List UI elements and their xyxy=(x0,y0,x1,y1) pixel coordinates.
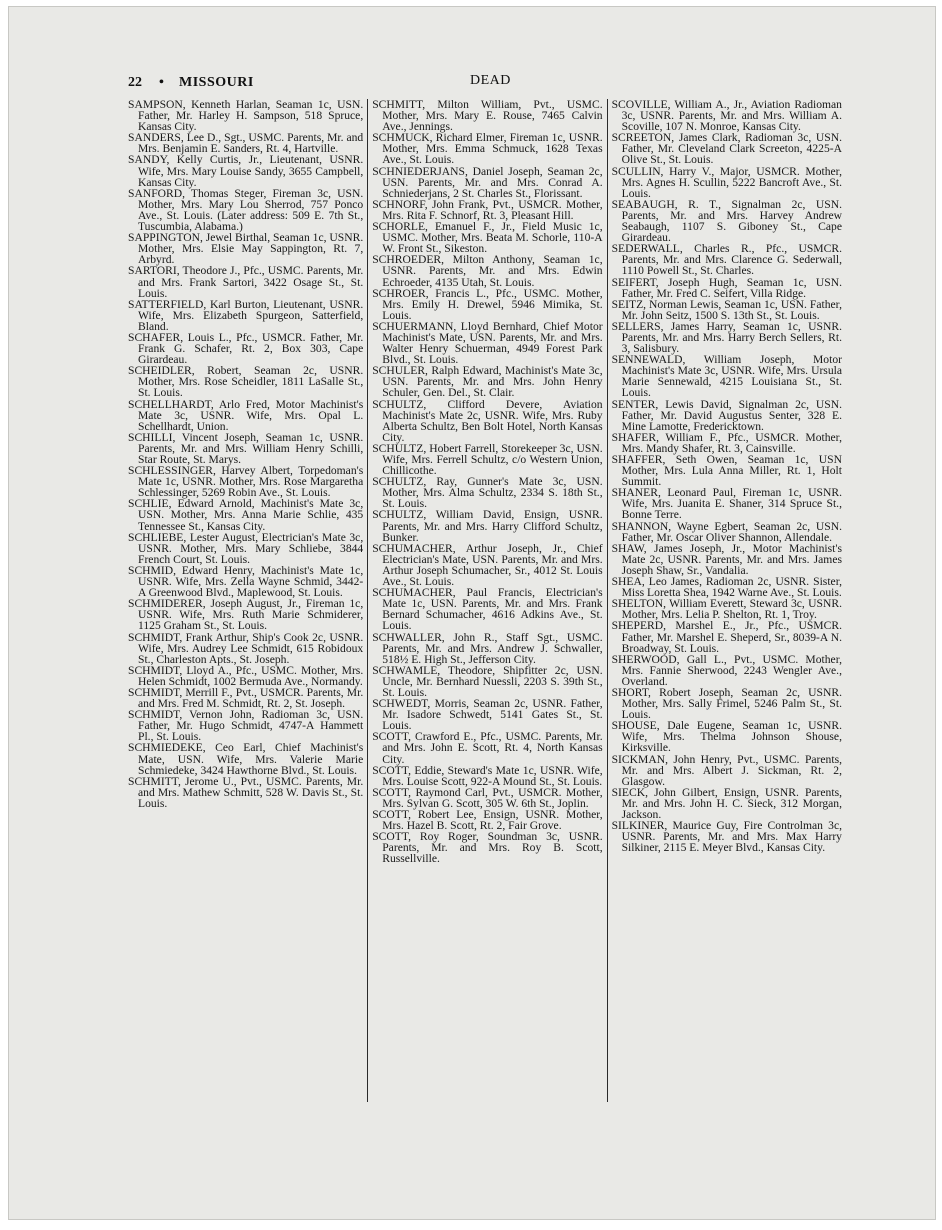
casualty-entry: SCHWEDT, Morris, Seaman 2c, USNR. Father, Mr. Isadore Schwedt, 5141 Gates St., St. Louis. xyxy=(372,697,603,733)
casualty-entry: SCHUERMANN, Lloyd Bernhard, Chief Motor Machinist's Mate, USN. Parents, Mr. and Mrs. Walter Henry Schuerman, 4949 Forest Park Blvd., St. Louis. xyxy=(372,319,603,367)
casualty-entry: SCOTT, Crawford E., Pfc., USMC. Parents, Mr. and Mrs. John E. Scott, Rt. 4, North Kansas City. xyxy=(372,730,603,766)
document-page xyxy=(122,67,847,1107)
casualty-entry: SCHWALLER, John R., Staff Sgt., USMC. Parents, Mr. and Mrs. Andrew J. Schwaller, 518½ E. High St., Jefferson City. xyxy=(372,630,603,666)
entry-columns xyxy=(128,99,846,1102)
casualty-entry: SCHROEDER, Milton Anthony, Seaman 1c, USNR. Parents, Mr. and Mrs. Edwin Echroeder, 4135 Utah, St. Louis. xyxy=(372,253,603,289)
casualty-entry: SCHMIDT, Frank Arthur, Ship's Cook 2c, USNR. Wife, Mrs. Audrey Lee Schmidt, 615 Robidoux St., Charleston Apts., St. Joseph. xyxy=(128,630,364,666)
casualty-entry: SCHULTZ, Ray, Gunner's Mate 3c, USN. Mother, Mrs. Alma Schultz, 2334 S. 18th St., St. Louis. xyxy=(372,475,603,511)
section-heading: DEAD xyxy=(470,73,511,88)
state-heading: MISSOURI xyxy=(179,75,254,90)
casualty-entry: SCHMIDT, Merrill F., Pvt., USMCR. Parents, Mr. and Mrs. Fred M. Schmidt, Rt. 2, St. Joseph. xyxy=(128,685,364,711)
casualty-entry: SANFORD, Thomas Steger, Fireman 3c, USN. Mother, Mrs. Mary Lou Sherrod, 757 Ponco Ave., St. Louis. (Later address: 509 E. 7th St., Tuscumbia, Alabama.) xyxy=(128,186,364,234)
page-header xyxy=(122,67,847,91)
casualty-entry: SHAFER, William F., Pfc., USMCR. Mother, Mrs. Mandy Shafer, Rt. 3, Cainsville. xyxy=(611,430,842,455)
casualty-entry: SHELTON, William Everett, Steward 3c, USNR. Mother, Mrs. Lelia P. Shelton, Rt. 1, Troy. xyxy=(611,597,842,622)
casualty-entry: SARTORI, Theodore J., Pfc., USMC. Parents, Mr. and Mrs. Frank Sartori, 3422 Osage St., St. Louis. xyxy=(128,264,364,300)
casualty-entry: SEABAUGH, R. T., Signalman 2c, USN. Parents, Mr. and Mrs. Harvey Andrew Seabaugh, 1107 S. Giboney St., Cape Girardeau. xyxy=(611,197,842,245)
header-bullet: • xyxy=(159,75,164,90)
casualty-entry: SCOVILLE, William A., Jr., Aviation Radioman 3c, USNR. Parents, Mr. and Mrs. William A. Scoville, 107 N. Monroe, Kansas City. xyxy=(611,99,842,134)
casualty-entry: SCHULTZ, Hobert Farrell, Storekeeper 3c, USN. Wife, Mrs. Ferrell Schultz, c/o Western Union, Chillicothe. xyxy=(372,441,603,478)
column-3 xyxy=(607,99,846,1102)
casualty-entry: SCOTT, Roy Roger, Soundman 3c, USNR. Parents, Mr. and Mrs. Roy B. Scott, Russellville. xyxy=(372,830,603,866)
column-2 xyxy=(367,99,606,1102)
casualty-entry: SCHMIDERER, Joseph August, Jr., Fireman 1c, USNR. Wife, Mrs. Ruth Marie Schmiderer, 1125 Graham St., St. Louis. xyxy=(128,597,364,633)
casualty-entry: SHAW, James Joseph, Jr., Motor Machinist's Mate 2c, USNR. Parents, Mr. and Mrs. James Joseph Shaw, Sr., Vandalia. xyxy=(611,541,842,577)
casualty-entry: SCHUMACHER, Paul Francis, Electrician's Mate 1c, USN. Parents, Mr. and Mrs. Frank Bernard Schumacher, 4616 Adkins Ave., St. Louis. xyxy=(372,586,603,633)
casualty-entry: SCHWAMLE, Theodore, Shipfitter 2c, USN. Uncle, Mr. Bernhard Nuessli, 2203 S. 39th St., St. Louis. xyxy=(372,663,603,699)
casualty-entry: SCOTT, Raymond Carl, Pvt., USMCR. Mother, Mrs. Sylvan G. Scott, 305 W. 6th St., Joplin. xyxy=(372,785,603,810)
column-1 xyxy=(128,99,367,1102)
casualty-entry: SICKMAN, John Henry, Pvt., USMC. Parents, Mr. and Mrs. Albert J. Sickman, Rt. 2, Glasgow. xyxy=(611,752,842,788)
casualty-entry: SCHUMACHER, Arthur Joseph, Jr., Chief Electrician's Mate, USN. Parents, Mr. and Mrs. Arthur Joseph Schumacher, Sr., 4012 St. Louis Ave., St. Louis. xyxy=(372,541,603,589)
casualty-entry: SHOUSE, Dale Eugene, Seaman 1c, USNR. Wife, Mrs. Thelma Johnson Shouse, Kirksville. xyxy=(611,719,842,755)
casualty-entry: SCHMITT, Milton William, Pvt., USMC. Mother, Mrs. Mary E. Rouse, 7465 Calvin Ave., Jennings. xyxy=(372,99,603,134)
casualty-entry: SHEA, Leo James, Radioman 2c, USNR. Sister, Miss Loretta Shea, 1942 Warne Ave., St. Louis. xyxy=(611,575,842,600)
casualty-entry: SCULLIN, Harry V., Major, USMCR. Mother, Mrs. Agnes H. Scullin, 5222 Bancroft Ave., St. Louis. xyxy=(611,164,842,200)
casualty-entry: SCHROER, Francis L., Pfc., USMC. Mother, Mrs. Emily H. Drewel, 5946 Mimika, St. Louis. xyxy=(372,286,603,322)
casualty-entry: SCHMID, Edward Henry, Machinist's Mate 1c, USNR. Wife, Mrs. Zella Wayne Schmid, 3442-A Greenwood Blvd., Maplewood, St. Louis. xyxy=(128,563,364,600)
casualty-entry: SCHLIE, Edward Arnold, Machinist's Mate 3c, USN. Mother, Mrs. Anna Marie Schlie, 435 Tennessee St., Kansas City. xyxy=(128,497,364,533)
casualty-entry: SANDERS, Lee D., Sgt., USMC. Parents, Mr. and Mrs. Benjamin E. Sanders, Rt. 4, Hartville. xyxy=(128,131,364,156)
casualty-entry: SIECK, John Gilbert, Ensign, USNR. Parents, Mr. and Mrs. John H. C. Sieck, 312 Morgan, Jackson. xyxy=(611,785,842,821)
casualty-entry: SCHMIDT, Vernon John, Radioman 3c, USN. Father, Mr. Hugo Schmidt, 4747-A Hammett Pl., St. Louis. xyxy=(128,708,364,744)
casualty-entry: SAPPINGTON, Jewel Birthal, Seaman 1c, USNR. Mother, Mrs. Elsie May Sappington, Rt. 7, Arbyrd. xyxy=(128,231,364,267)
casualty-entry: SEIFERT, Joseph Hugh, Seaman 1c, USN. Father, Mr. Fred C. Seifert, Villa Ridge. xyxy=(611,275,842,300)
casualty-entry: SEITZ, Norman Lewis, Seaman 1c, USN. Father, Mr. John Seitz, 1500 S. 13th St., St. Louis. xyxy=(611,297,842,322)
casualty-entry: SCHMIEDEKE, Ceo Earl, Chief Machinist's Mate, USN. Wife, Mrs. Valerie Marie Schmiedeke, 3424 Hawthorne Blvd., St. Louis. xyxy=(128,741,364,777)
casualty-entry: SCHULTZ, William David, Ensign, USNR. Parents, Mr. and Mrs. Harry Clifford Schultz, Bunker. xyxy=(372,508,603,544)
casualty-entry: SCHMITT, Jerome U., Pvt., USMC. Parents, Mr. and Mrs. Mathew Schmitt, 528 W. Davis St., St. Louis. xyxy=(128,774,364,810)
casualty-entry: SANDY, Kelly Curtis, Jr., Lieutenant, USNR. Wife, Mrs. Mary Louise Sandy, 3655 Campbell, Kansas City. xyxy=(128,153,364,189)
casualty-entry: SCHLIEBE, Lester August, Electrician's Mate 3c, USNR. Mother, Mrs. Mary Schliebe, 3844 French Court, St. Louis. xyxy=(128,530,364,566)
casualty-entry: SCHLESSINGER, Harvey Albert, Torpedoman's Mate 1c, USNR. Mother, Mrs. Rose Margaretha Schlessinger, 5269 Robin Ave., St. Louis. xyxy=(128,464,364,500)
casualty-entry: SCHEIDLER, Robert, Seaman 2c, USNR. Mother, Mrs. Rose Scheidler, 1811 LaSalle St., St. Louis. xyxy=(128,364,364,400)
casualty-entry: SATTERFIELD, Karl Burton, Lieutenant, USNR. Wife, Mrs. Elizabeth Spurgeon, Satterfield, Bland. xyxy=(128,297,364,333)
page-number: 22 xyxy=(128,75,142,90)
casualty-entry: SEDERWALL, Charles R., Pfc., USMCR. Parents, Mr. and Mrs. Clarence G. Sederwall, 1110 Powell St., St. Charles. xyxy=(611,242,842,278)
casualty-entry: SHANNON, Wayne Egbert, Seaman 2c, USN. Father, Mr. Oscar Oliver Shannon, Allendale. xyxy=(611,519,842,544)
casualty-entry: SHANER, Leonard Paul, Fireman 1c, USNR. Wife, Mrs. Juanita E. Shaner, 314 Spruce St., Bonne Terre. xyxy=(611,486,842,522)
casualty-entry: SCHNORF, John Frank, Pvt., USMCR. Mother, Mrs. Rita F. Schnorf, Rt. 3, Pleasant Hill. xyxy=(372,197,603,222)
casualty-entry: SHEPERD, Marshel E., Jr., Pfc., USMCR. Father, Mr. Marshel E. Sheperd, Sr., 8039-A N. Broadway, St. Louis. xyxy=(611,619,842,655)
casualty-entry: SENTER, Lewis David, Signalman 2c, USN. Father, Mr. David Augustus Senter, 328 E. Mine Lamotte, Fredericktown. xyxy=(611,397,842,433)
casualty-entry: SHAFFER, Seth Owen, Seaman 1c, USN Mother, Mrs. Lula Anna Miller, Rt. 1, Holt Summit. xyxy=(611,453,842,489)
casualty-entry: SCREETON, James Clark, Radioman 3c, USN. Father, Mr. Cleveland Clark Screeton, 4225-A Olive St., St. Louis. xyxy=(611,131,842,167)
casualty-entry: SELLERS, James Harry, Seaman 1c, USNR. Parents, Mr. and Mrs. Harry Berch Sellers, Rt. 3, Salisbury. xyxy=(611,319,842,356)
casualty-entry: SCHMIDT, Lloyd A., Pfc., USMC. Mother, Mrs. Helen Schmidt, 1002 Bermuda Ave., Normandy. xyxy=(128,663,364,688)
casualty-entry: SCHILLI, Vincent Joseph, Seaman 1c, USNR. Parents, Mr. and Mrs. William Henry Schilli, Star Route, St. Marys. xyxy=(128,430,364,466)
casualty-entry: SCHMUCK, Richard Elmer, Fireman 1c, USNR. Mother, Mrs. Emma Schmuck, 1628 Texas Ave., St. Louis. xyxy=(372,131,603,167)
casualty-entry: SCHELLHARDT, Arlo Fred, Motor Machinist's Mate 3c, USNR. Wife, Mrs. Opal L. Schellhardt, Union. xyxy=(128,397,364,433)
casualty-entry: SHERWOOD, Gall L., Pvt., USMC. Mother, Mrs. Fannie Sherwood, 2243 Wengler Ave., Overland. xyxy=(611,652,842,688)
casualty-entry: SAMPSON, Kenneth Harlan, Seaman 1c, USN. Father, Mr. Harley H. Sampson, 518 Spruce, Kansas City. xyxy=(128,99,364,134)
casualty-entry: SHORT, Robert Joseph, Seaman 2c, USNR. Mother, Mrs. Sally Frimel, 5246 Palm St., St. Louis. xyxy=(611,685,842,722)
casualty-entry: SCHULTZ, Clifford Devere, Aviation Machinist's Mate 2c, USNR. Wife, Mrs. Ruby Alberta Schultz, Ben Bolt Hotel, North Kansas City. xyxy=(372,397,603,444)
scanned-sheet xyxy=(8,6,936,1220)
casualty-entry: SCOTT, Eddie, Steward's Mate 1c, USNR. Wife, Mrs. Louise Scott, 922-A Mound St., St. Louis. xyxy=(372,763,603,788)
casualty-entry: SCHAFER, Louis L., Pfc., USMCR. Father, Mr. Frank G. Schafer, Rt. 2, Box 303, Cape Girardeau. xyxy=(128,330,364,367)
casualty-entry: SCHORLE, Emanuel F., Jr., Field Music 1c, USMC. Mother, Mrs. Beata M. Schorle, 110-A W. Front St., Sikeston. xyxy=(372,220,603,256)
casualty-entry: SCHULER, Ralph Edward, Machinist's Mate 3c, USN. Parents, Mr. and Mrs. John Henry Schuler, Gen. Del., St. Clair. xyxy=(372,364,603,400)
casualty-entry: SCHNIEDERJANS, Daniel Joseph, Seaman 2c, USN. Parents, Mr. and Mrs. Conrad A. Schniederjans, 2 St. Charles St., Florissant. xyxy=(372,164,603,200)
casualty-entry: SCOTT, Robert Lee, Ensign, USNR. Mother, Mrs. Hazel B. Scott, Rt. 2, Fair Grove. xyxy=(372,808,603,833)
casualty-entry: SILKINER, Maurice Guy, Fire Controlman 3c, USNR. Parents, Mr. and Mrs. Max Harry Silkiner, 2115 E. Meyer Blvd., Kansas City. xyxy=(611,819,842,855)
casualty-entry: SENNEWALD, William Joseph, Motor Machinist's Mate 3c, USNR. Wife, Mrs. Ursula Marie Sennewald, 4215 Louisiana St., St. Louis. xyxy=(611,353,842,400)
